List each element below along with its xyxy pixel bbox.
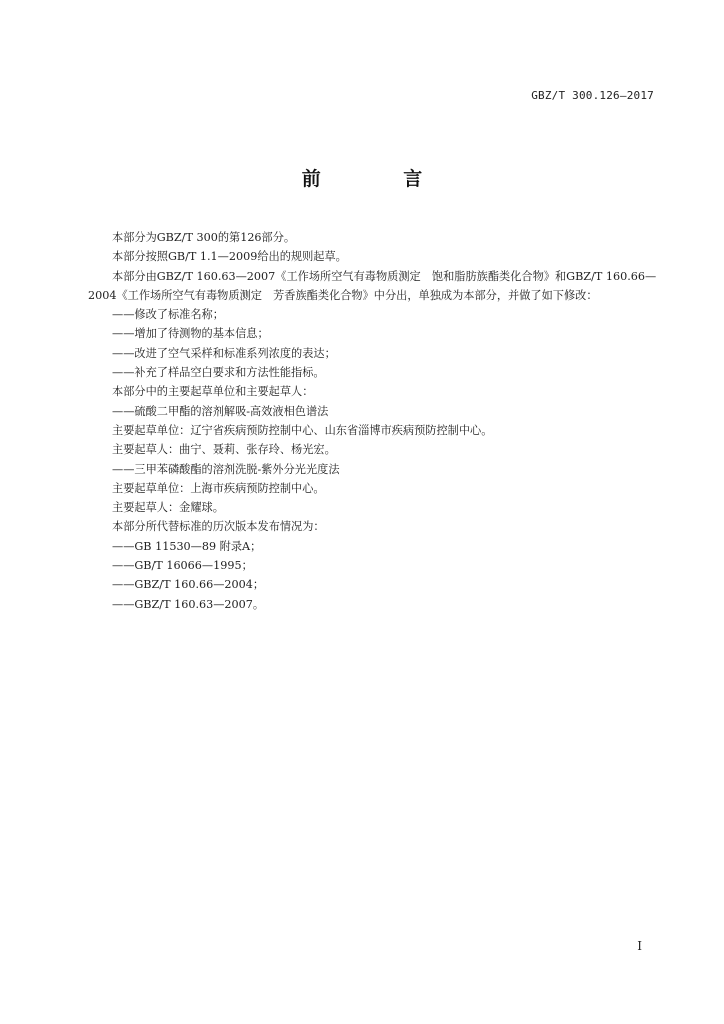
list-item: ——硫酸二甲酯的溶剂解吸-高效液相色谱法 — [112, 404, 329, 418]
paragraph: 本部分按照GB/T 1.1—2009给出的规则起草。 — [112, 250, 347, 264]
list-item: ——GB 11530—89 附录A； — [112, 539, 262, 553]
paragraph: 本部分为GBZ/T 300的第126部分。 — [112, 231, 296, 244]
page-title: 前 言 — [301, 168, 461, 190]
page-number: I — [637, 939, 642, 953]
list-item: ——修改了标准名称； — [112, 308, 224, 322]
paragraph: 主要起草人：曲宁、聂莉、张存玲、杨光宏。 — [112, 443, 336, 457]
foreword-body — [88, 228, 658, 614]
standard-code: GBZ/T 300.126—2017 — [531, 89, 654, 102]
paragraph: 本部分中的主要起草单位和主要起草人： — [112, 385, 314, 399]
paragraph: 本部分所代替标准的历次版本发布情况为： — [112, 520, 325, 534]
list-item: ——补充了样品空白要求和方法性能指标。 — [112, 366, 325, 380]
list-item: ——三甲苯磷酸酯的溶剂洗脱-紫外分光光度法 — [112, 462, 340, 476]
paragraph: 本部分由GBZ/T 160.63—2007《工作场所空气有毒物质测定 饱和脂肪族酯类化合物》和GBZ/T 160.66—2004《工作场所空气有毒物质测定 芳香族酯类化合物》中分出，单独成为本部分，并做了如下修改： — [88, 269, 657, 302]
paragraph: 主要起草人：金耀球。 — [112, 501, 224, 515]
list-item: ——GBZ/T 160.63—2007。 — [112, 597, 265, 611]
list-item: ——改进了空气采样和标准系列浓度的表达； — [112, 346, 336, 360]
list-item: ——GB/T 16066—1995； — [112, 559, 253, 573]
list-item: ——GBZ/T 160.66—2004； — [112, 578, 265, 592]
paragraph: 主要起草单位：辽宁省疾病预防控制中心、山东省淄博市疾病预防控制中心。 — [112, 423, 493, 437]
list-item: ——增加了待测物的基本信息； — [112, 327, 269, 341]
paragraph: 主要起草单位：上海市疾病预防控制中心。 — [112, 481, 325, 495]
